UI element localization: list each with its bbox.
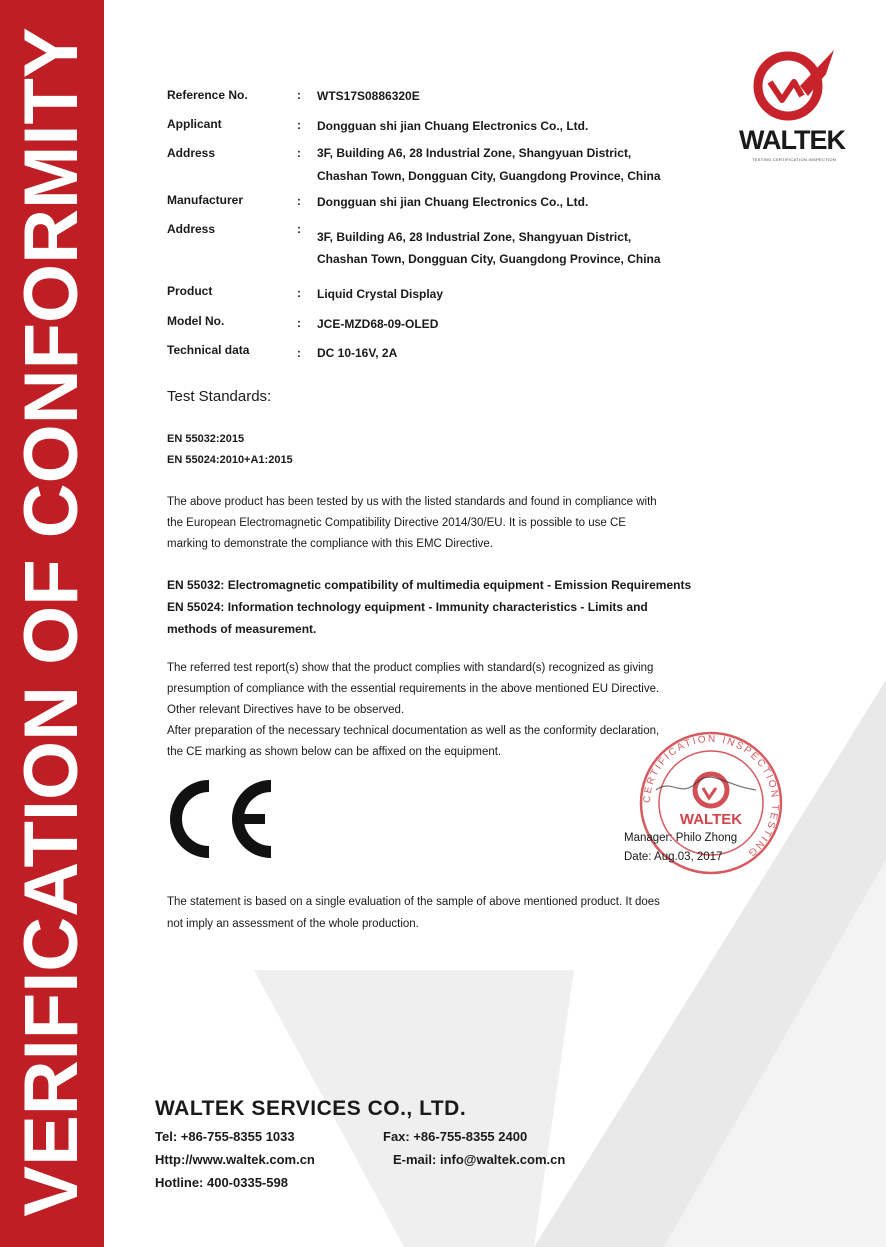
product-value: Liquid Crystal Display <box>317 287 444 301</box>
signature-date: Date: Aug.03, 2017 <box>624 851 723 863</box>
statement-line: not imply an assessment of the whole production. <box>167 918 419 930</box>
model-value: JCE-MZD68-09-OLED <box>317 317 439 331</box>
report-paragraph-line: presumption of compliance with the essential requirements in the above mentioned EU Directive. <box>167 683 660 695</box>
standard-item: EN 55024:2010+A1:2015 <box>167 454 293 466</box>
manufacturer-address-line1: 3F, Building A6, 28 Industrial Zone, Shangyuan District, <box>317 230 632 244</box>
standard-description-line: EN 55024: Information technology equipment - Immunity characteristics - Limits and <box>167 600 648 614</box>
statement-line: The statement is based on a single evaluation of the sample of above mentioned product. It does <box>167 896 660 908</box>
reference-colon: : <box>297 88 301 102</box>
phone-number: Tel: +86-755-8355 1033 <box>155 1129 295 1144</box>
document-title: VERIFICATION OF CONFORMITY <box>9 27 94 1217</box>
address-line1: 3F, Building A6, 28 Industrial Zone, Shangyuan District, <box>317 146 632 160</box>
manufacturer-address-label: Address <box>167 222 216 236</box>
applicant-value: Dongguan shi jian Chuang Electronics Co., Ltd. <box>317 119 589 133</box>
address-colon: : <box>297 146 301 160</box>
sidebar-band <box>0 0 104 1247</box>
product-colon: : <box>297 286 301 300</box>
manufacturer-value: Dongguan shi jian Chuang Electronics Co., Ltd. <box>317 195 589 209</box>
website-link[interactable]: Http://www.waltek.com.cn <box>155 1152 315 1167</box>
standard-description-line: methods of measurement. <box>167 622 317 636</box>
standard-item: EN 55032:2015 <box>167 433 245 445</box>
product-label: Product <box>167 284 213 298</box>
logo-brand-name: WALTEK <box>739 125 845 155</box>
applicant-label: Applicant <box>167 117 222 131</box>
manufacturer-address-colon: : <box>297 222 301 236</box>
reference-label: Reference No. <box>167 88 248 102</box>
email-link[interactable]: E-mail: info@waltek.com.cn <box>393 1152 566 1167</box>
compliance-paragraph-line: the European Electromagnetic Compatibility Directive 2014/30/EU. It is possible to use CE <box>167 517 626 529</box>
svg-text:WALTEK: WALTEK <box>679 811 743 828</box>
manufacturer-colon: : <box>297 194 301 208</box>
manufacturer-label: Manufacturer <box>167 193 244 207</box>
report-paragraph-line: The referred test report(s) show that the product complies with standard(s) recognized as giving <box>167 662 654 674</box>
standard-description-line: EN 55032: Electromagnetic compatibility of multimedia equipment - Emission Requirements <box>167 578 692 592</box>
manufacturer-address-line2: Chashan Town, Dongguan City, Guangdong Province, China <box>317 252 661 266</box>
svg-text:CERTIFICATION INSPECTION TESTI: CERTIFICATION INSPECTION TESTING <box>641 733 781 860</box>
logo-subtitle: TESTING CERTIFICATION INSPECTION <box>752 157 836 162</box>
report-paragraph-line: Other relevant Directives have to be observed. <box>167 704 405 716</box>
applicant-colon: : <box>297 118 301 132</box>
manager-name: Manager: Philo Zhong <box>624 832 738 844</box>
compliance-paragraph-line: The above product has been tested by us with the listed standards and found in compliance with <box>167 496 657 508</box>
address-label: Address <box>167 146 216 160</box>
hotline-number: Hotline: 400-0335-598 <box>155 1175 288 1190</box>
technical-colon: : <box>297 346 301 360</box>
technical-value: DC 10-16V, 2A <box>317 346 398 360</box>
test-standards-heading: Test Standards: <box>167 388 272 405</box>
address-line2: Chashan Town, Dongguan City, Guangdong Province, China <box>317 169 661 183</box>
reference-value: WTS17S0886320E <box>317 89 420 103</box>
report-paragraph-line: After preparation of the necessary technical documentation as well as the conformity declaration, <box>167 725 660 737</box>
model-label: Model No. <box>167 314 225 328</box>
company-name: WALTEK SERVICES CO., LTD. <box>155 1097 467 1120</box>
technical-label: Technical data <box>167 343 250 357</box>
model-colon: : <box>297 316 301 330</box>
report-paragraph-line: the CE marking as shown below can be affixed on the equipment. <box>167 746 502 758</box>
ce-mark-icon <box>165 778 280 860</box>
fax-number: Fax: +86-755-8355 2400 <box>383 1129 528 1144</box>
compliance-paragraph-line: marking to demonstrate the compliance with this EMC Directive. <box>167 538 493 550</box>
